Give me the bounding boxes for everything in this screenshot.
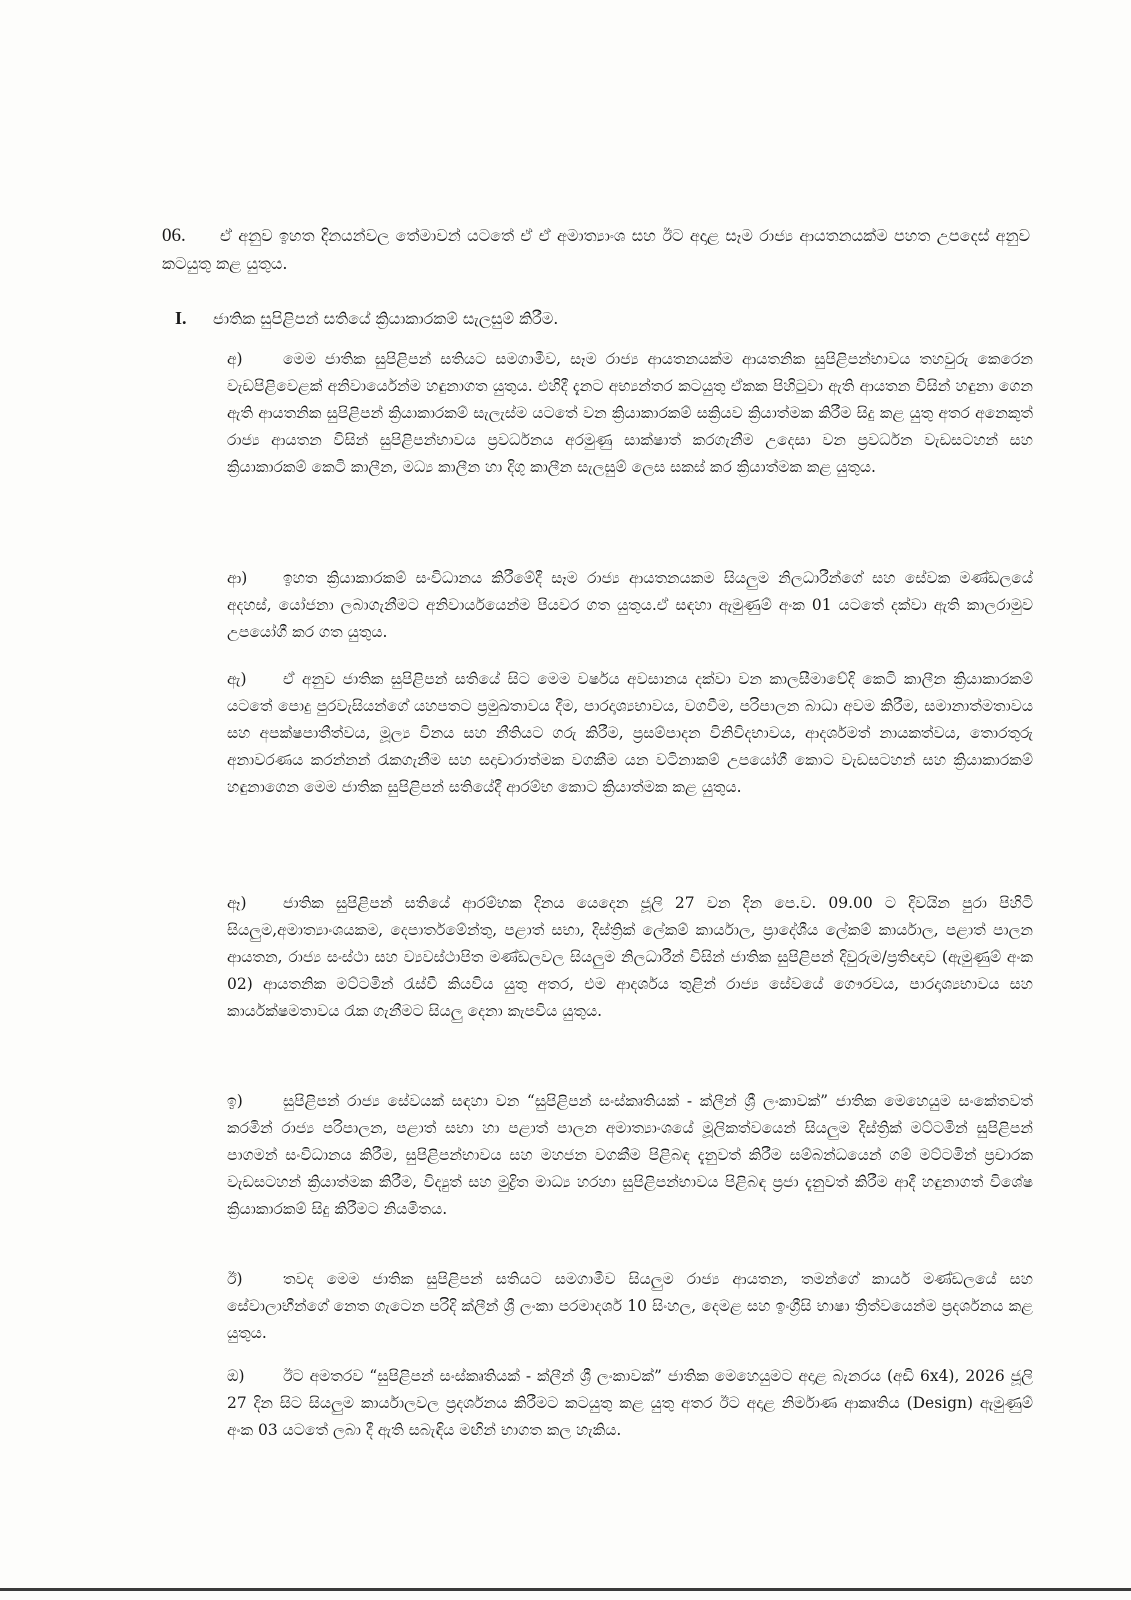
item-text: සුපිළිපන් රාජ්‍ය සේවයක් සඳහා වන “සුපිළිපන් සංස්කෘතියක් - ක්ලීන් ශ්‍රී ලංකාවක්” ජාතික මෙහෙයුම සංකේතවත් කරමින් රාජ්‍ය පරිපාලන, පළාත් සභා හා පළාත් පාලන අමාත්‍යාංශයේ මූලිකත්වයෙන් සියලුම දිස්ත්‍රික් මට්ටමින් සුපිළිපන් පාගමන් සංවිධානය කිරීම, සුපිළිපන්භාවය සහ මහජන වගකීම පිළිබඳ දැනුවත් කිරීම සම්බන්ධයෙන් ගම් මට්ටමින් ප්‍රචාරක වැඩසටහන් ක්‍රියාත්මක කිරීම, විද්‍යුත් සහ මුද්‍රිත මාධ්‍ය හරහා සුපිළිපන්භාවය පිළිබඳ ප්‍රජා දැනුවත් කිරීම ආදී හඳුනාගත් විශේෂ ක්‍රියාකාරකම් සිදු කිරීමට නියමිතය.: [227, 1092, 1033, 1218]
item-marker: ඉ): [227, 1092, 243, 1110]
item-text: මෙම ජාතික සුපිළිපන් සතියට සමගාමීව, සෑම රාජ්‍ය ආයතනයක්ම ආයතනික සුපිළිපන්භාවය තහවුරු කෙරෙන වැඩපිළිවෙළක් අනිවාර්යෙන්ම හඳුනාගත යුතුය. එහිදී දැනට අභ්‍යන්තර කටයුතු ඒකක පිහිටුවා ඇති ආයතන විසින් හඳුනා ගෙන ඇති ආයතනික සුපිළිපන් ක්‍රියාකාරකම් සැලැස්ම යටතේ වන ක්‍රියාකාරකම් සක්‍රියව ක්‍රියාත්මක කිරීම සිදු කළ යුතු අතර අනෙකුත් රාජ්‍ය ආයතන විසින් සුපිළිපන්භාවය ප්‍රවර්ධනය අරමුණු සාක්ෂාත් කරගැනීම උදෙසා වන ප්‍රවර්ධන වැඩසටහන් සහ ක්‍රියාකාරකම් කෙටි කාලීන, මධ්‍ය කාලීන හා දිගු කාලීන සැලසුම් ලෙස සකස් කර ක්‍රියාත්මක කළ යුතුය.: [227, 350, 1033, 476]
list-item-o: [227, 1363, 1033, 1444]
item-text: ජාතික සුපිළිපන් සතියේ ආරම්භක දිනය යෙදෙන ජූලි 27 වන දින පෙ.ව. 09.00 ට දිවයින පුරා පිහිටි සියලුම,අමාත්‍යාංශයකම, දෙපාර්තමේන්තු, පළාත් සභා, දිස්ත්‍රික් ලේකම් කාර්යාල, ප්‍රාදේශීය ලේකම් කාර්යාල, පළාත් පාලන ආයතන, රාජ්‍ය සංස්ථා සහ ව්‍යවස්ථාපිත මණ්ඩලවල සියලුම නිලධාරීන් විසින් ජාතික සුපිළිපන් දිවුරුම/ප්‍රතිඥාව (ඇමුණුම් අංක 02) ආයතනික මට්ටමින් රැස්වී කියවිය යුතු අතර, එම ආදර්ශය තුළින් රාජ්‍ය සේවයේ ගෞරවය, පාරදෘශ්‍යභාවය සහ කාර්යක්ෂමතාවය රැක ගැනීමට සියලු දෙනා කැපවිය යුතුය.: [227, 894, 1033, 1020]
paragraph-06: [162, 222, 1030, 278]
list-item-ae: [227, 666, 1033, 801]
section-heading: [175, 304, 1035, 333]
item-marker: ඈ): [227, 894, 247, 912]
list-item-i: [227, 1088, 1033, 1223]
item-marker: ඇ): [227, 670, 247, 688]
item-text: ඉහත ක්‍රියාකාරකම් සංවිධානය කිරීමේදී සෑම රාජ්‍ය ආයතනයකම සියලුම නිලධාරීන්ගේ සහ සේවක මණ්ඩලයේ අදහස්, යෝජනා ලබාගැනීමට අනිවාර්යයෙන්ම පියවර ගත යුතුය.ඒ සඳහා ඇමුණුම් අංක 01 යටතේ දක්වා ඇති කාලරාමුව උපයෝගී කර ගත යුතුය.: [227, 569, 1033, 641]
list-item-aa: [227, 565, 1033, 646]
item-text: තවද මෙම ජාතික සුපිළිපන් සතියට සමගාමීව සියලුම රාජ්‍ය ආයතන, තමන්ගේ කාර්ය මණ්ඩලයේ සහ සේවාලාභීන්ගේ නෙත ගැටෙන පරිදි ක්ලීන් ශ්‍රී ලංකා පරමාදර්ශ 10 සිංහල, දෙමළ සහ ඉංග්‍රීසි භාෂා ත්‍රිත්වයෙන්ම ප්‍රදර්ශනය කළ යුතුය.: [227, 1270, 1033, 1342]
paragraph-number: 06.: [162, 225, 186, 246]
item-marker: අ): [227, 350, 243, 368]
scan-edge-line: [0, 1588, 1131, 1591]
item-text: ඊට අමතරව “සුපිළිපන් සංස්කෘතියක් - ක්ලීන් ශ්‍රී ලංකාවක්” ජාතික මෙහෙයුමට අදාළ බැනරය (අඩි 6x4), 2026 ජූලි 27 දින සිට සියලුම කාර්යාලවල ප්‍රදර්ශනය කිරීමට කටයුතු කළ යුතු අතර ඊට අදාළ නිර්මාණ ආකෘතිය (Design) ඇමුණුම් අංක 03 යටතේ ලබා දී ඇති සබැඳිය මඟින් භාගත කල හැකිය.: [227, 1367, 1033, 1439]
paragraph-text: ඒ අනුව ඉහත දිනයන්වල තේමාවන් යටතේ ඒ ඒ අමාත්‍යාංශ සහ ඊට අදාළ සෑම රාජ්‍ය ආයතනයක්ම පහත උපදෙස් අනුව කටයුතු කළ යුතුය.: [162, 226, 1030, 273]
item-marker: ඊ): [227, 1270, 243, 1288]
item-marker: ඔ): [227, 1367, 245, 1385]
item-marker: ආ): [227, 569, 248, 587]
list-item-ii: [227, 1266, 1033, 1347]
section-title: ජාතික සුපිළිපන් සතියේ ක්‍රියාකාරකම් සැලසුම් කිරීම.: [213, 309, 559, 328]
item-text: ඒ අනුව ජාතික සුපිළිපන් සතියේ සිට මෙම වර්ෂය අවසානය දක්වා වන කාලසීමාවේදි කෙටි කාලීන ක්‍රියාකාරකම් යටතේ පොදු පුරවැසියන්ගේ යහපතට ප්‍රමුඛතාවය දීම, පාරදෘශ්‍යභාවය, වගවීම, පරිපාලන බාධා අවම කිරීම, සමානාත්මතාවය සහ අපක්ෂපාතීත්වය, මූල්‍ය විනය සහ නීතියට ගරු කිරීම, ප්‍රසම්පාදන විනිවිදභාවය, ආදර්ශමත් නායකත්වය, තොරතුරු අනාවරණය කරන්නන් රැකගැනීම සහ සදාචාරාත්මක වගකීම යන වටිනාකම් උපයෝගී කොට වැඩසටහන් සහ ක්‍රියාකාරකම් හඳුනාගෙන මෙම ජාතික සුපිළිපන් සතියේදී ආරම්භ කොට ක්‍රියාත්මක කළ යුතුය.: [227, 670, 1033, 796]
section-numeral: I.: [175, 308, 187, 328]
list-item-aee: [227, 890, 1033, 1025]
list-item-a: [227, 346, 1033, 481]
